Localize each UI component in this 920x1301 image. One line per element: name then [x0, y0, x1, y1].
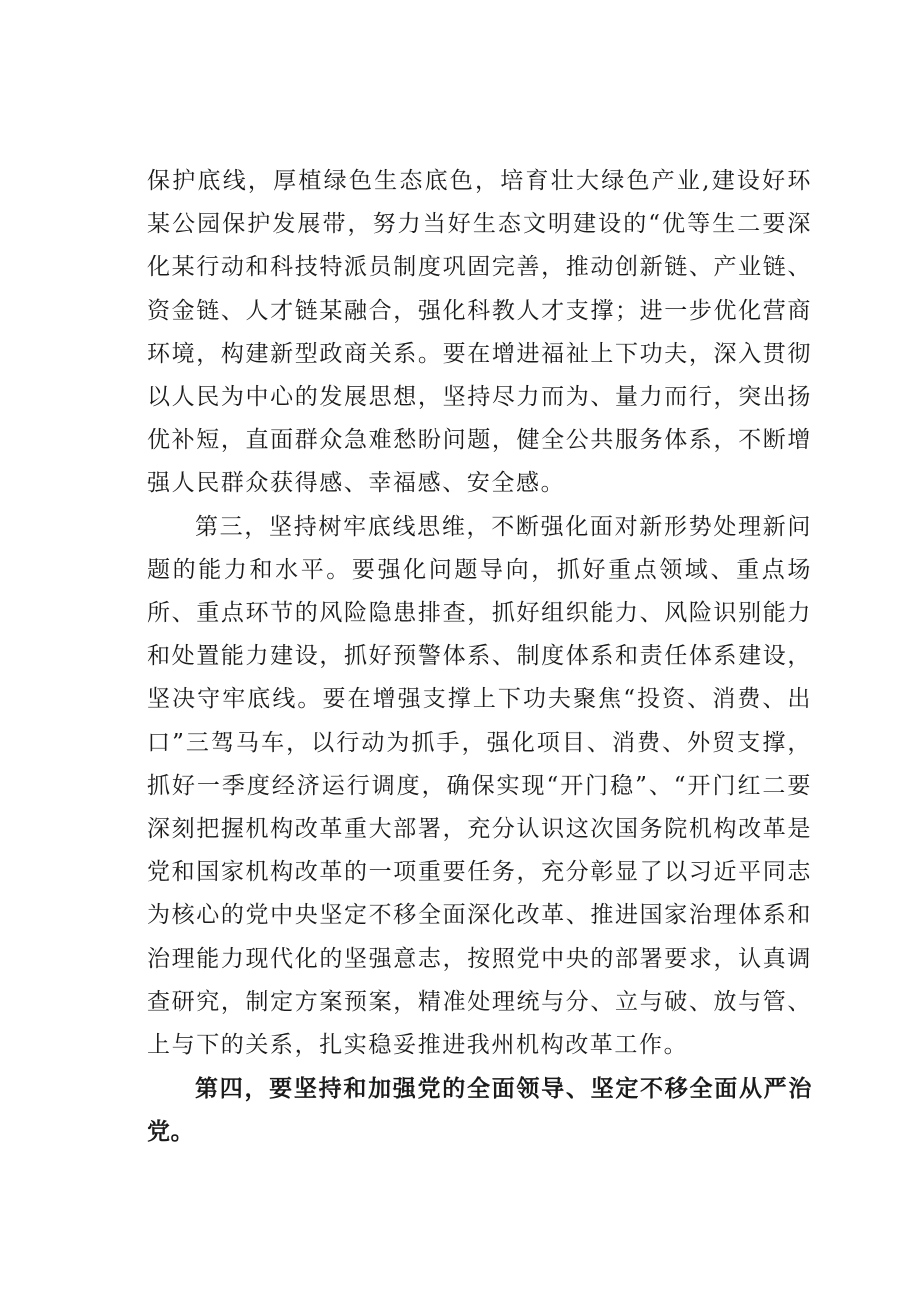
paragraph-third-point: 第三，坚持树牢底线思维，不断强化面对新形势处理新问题的能力和水平。要强化问题导向，抓好重点领域、重点场所、重点环节的风险隐患排查，抓好组织能力、风险识别能力和处置能力建设，抓好预警体系、制度体系和责任体系建设，坚决守牢底线。要在增强支撑上下功夫聚焦“投资、消费、出口”三驾马车，以行动为抓手，强化项目、消费、外贸支撑，抓好一季度经济运行调度，确保实现“开门稳”、“开门红二要深刻把握机构改革重大部署，充分认识这次国务院机构改革是党和国家机构改革的一项重要任务，充分彰显了以习近平同志为核心的党中央坚定不移全面深化改革、推进国家治理体系和治理能力现代化的坚强意志，按照党中央的部署要求，认真调查研究，制定方案预案，精准处理统与分、立与破、放与管、上与下的关系，扎实稳妥推进我州机构改革工作。 — [147, 513, 812, 1059]
paragraph-continuation: 保护底线，厚植绿色生态底色，培育壮大绿色产业,建设好环某公园保护发展带，努力当好生态文明建设的“优等生二要深化某行动和科技特派员制度巩固完善，推动创新链、产业链、资金链、人才链某融合，强化科教人才支撑；进一步优化营商环境，构建新型政商关系。要在增进福祉上下功夫，深入贯彻以人民为中心的发展思想，坚持尽力而为、量力而行，突出扬优补短，直面群众急难愁盼问题，健全公共服务体系，不断增强人民群众获得感、幸福感、安全感。 — [147, 168, 812, 497]
paragraph-fourth-point-heading: 第四，要坚持和加强党的全面领导、坚定不移全面从严治党。 — [147, 1075, 812, 1146]
document-body — [147, 160, 812, 1154]
